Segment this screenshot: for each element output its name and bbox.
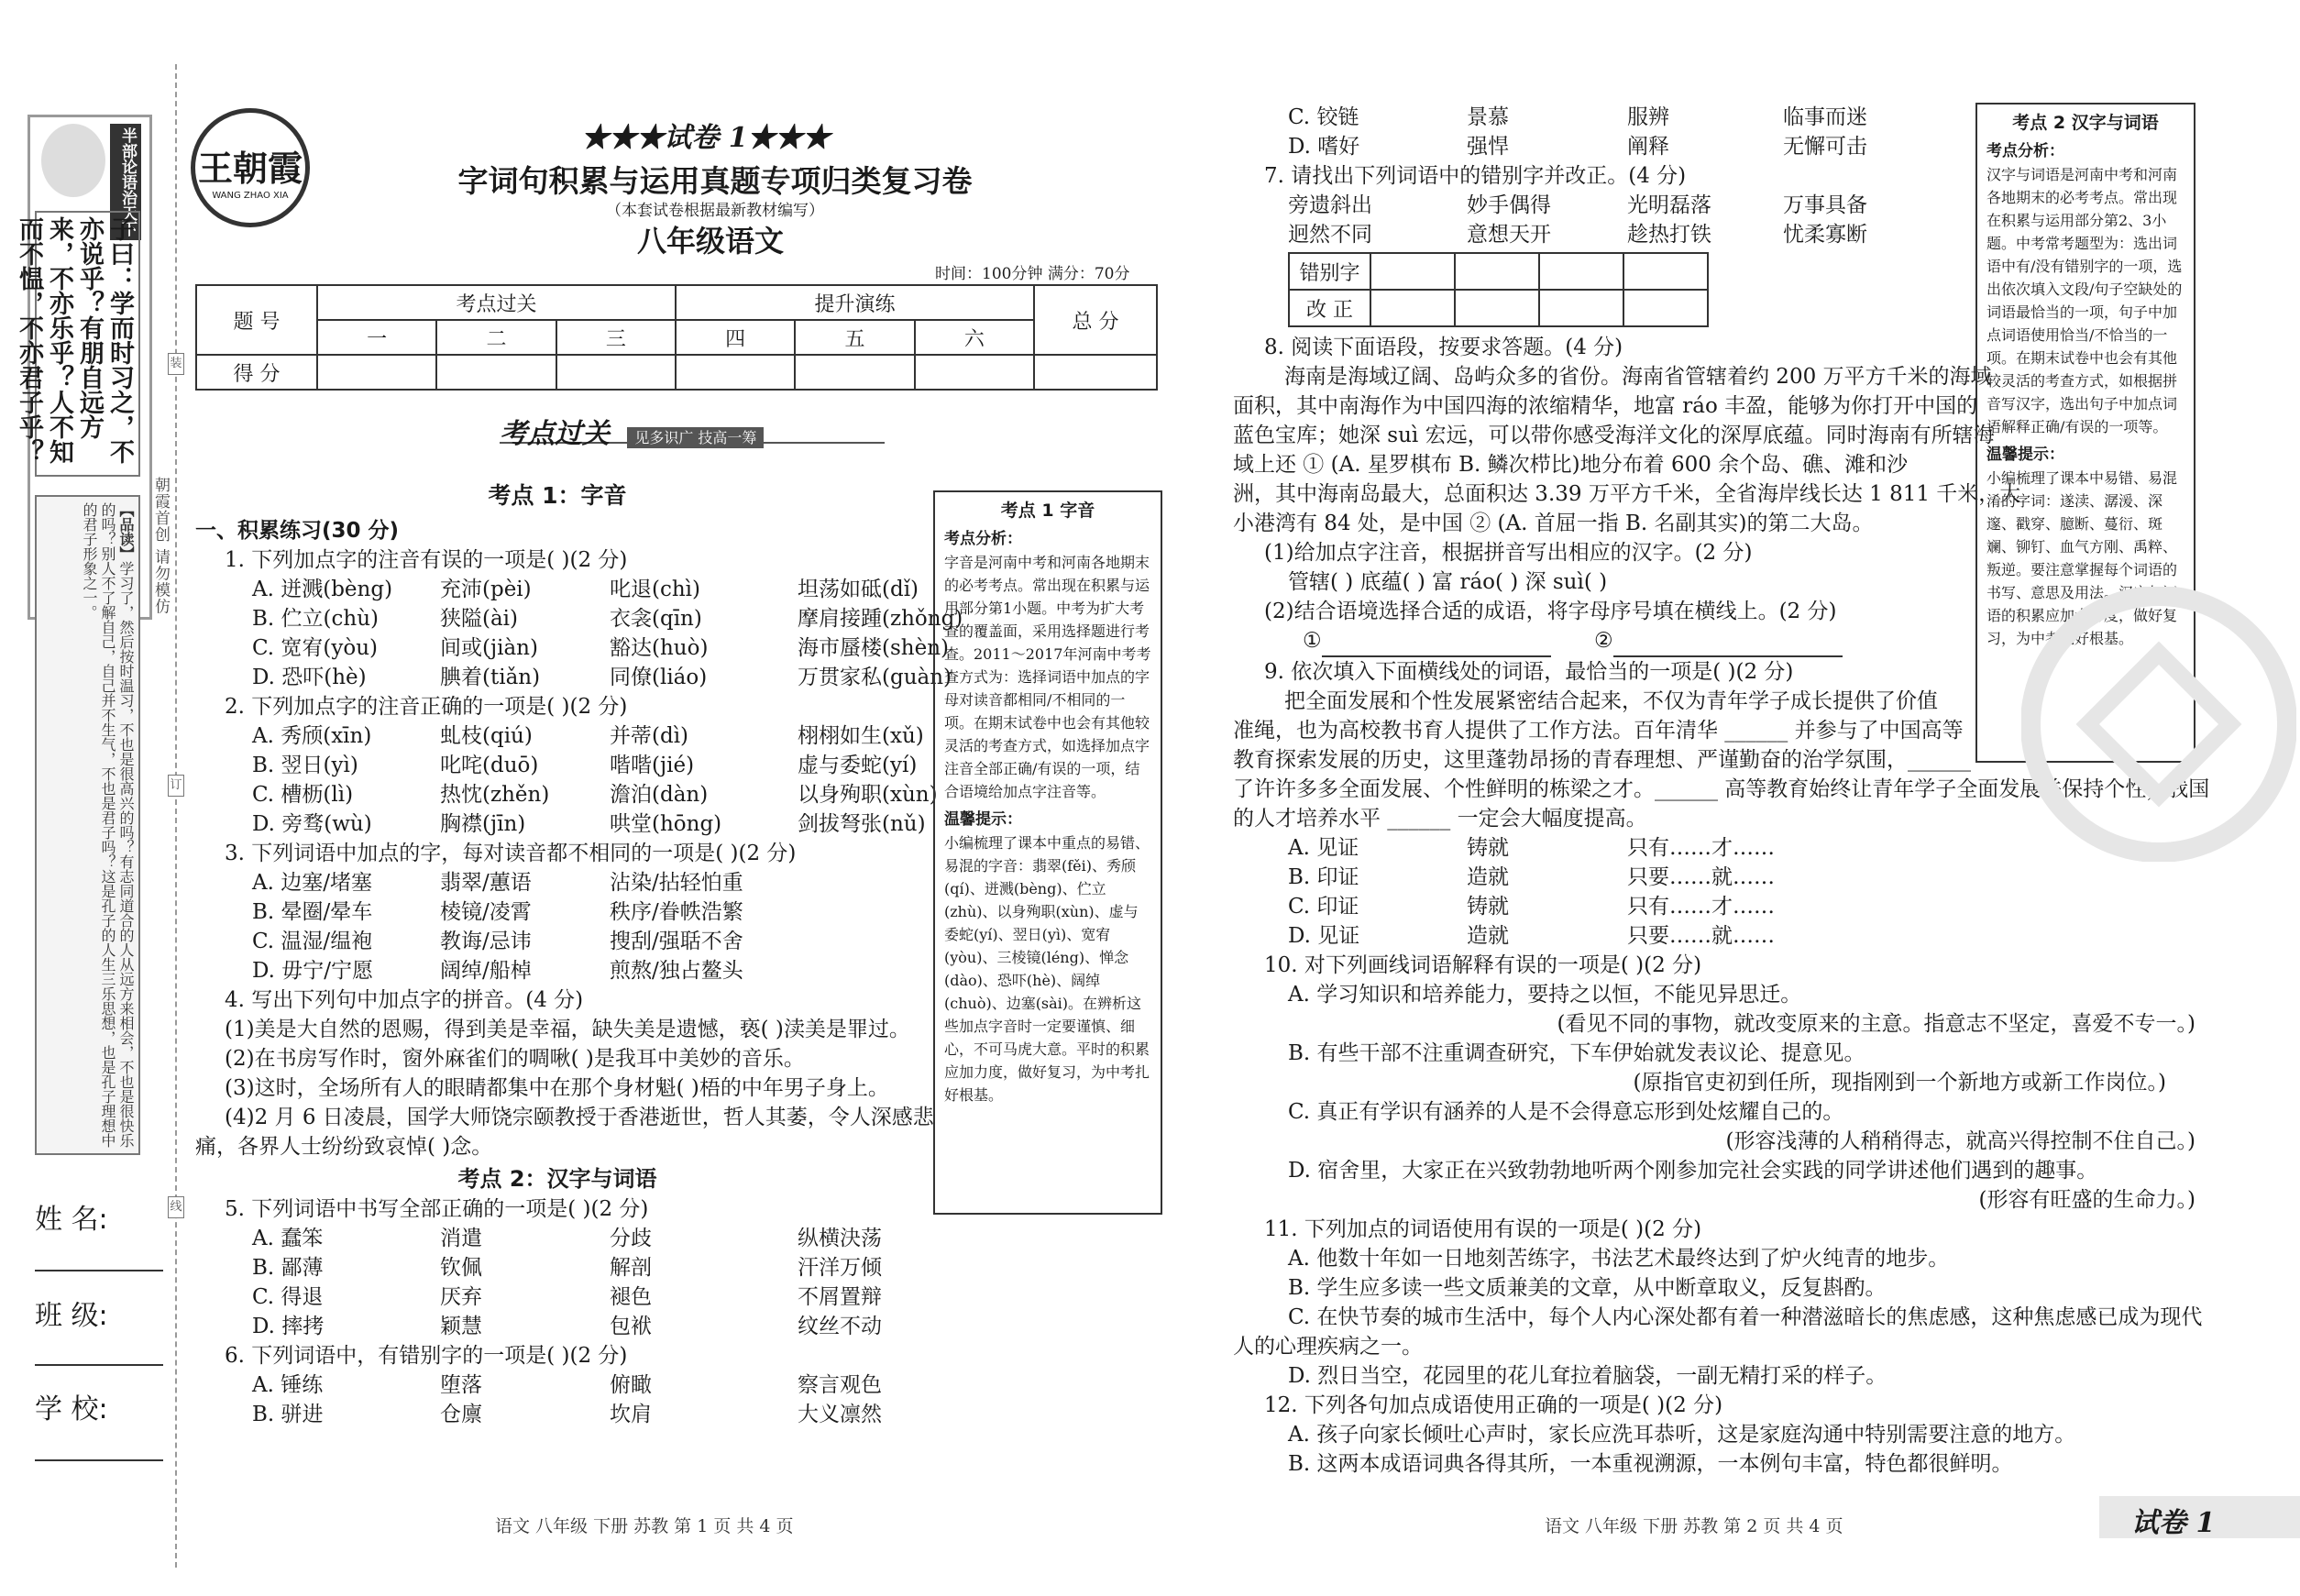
option[interactable]: B. 晕圈/晕车 [252,900,373,924]
option: 汗洋万倾 [798,1256,882,1280]
option-row [252,575,919,604]
option-row [1288,132,1966,161]
option-row [252,1253,919,1282]
score-col: 二 [436,320,556,355]
score-cell[interactable] [317,355,436,390]
option: 铸就 [1467,895,1509,919]
option: 铸就 [1467,836,1509,860]
option[interactable]: B. 骈进 [252,1403,324,1426]
option: 服辨 [1627,105,1669,129]
score-total: 总 分 [1034,285,1157,355]
option[interactable]: B. 翌日(yì) [252,754,358,777]
option: 纹丝不动 [798,1315,882,1338]
word: 万事具备 [1783,193,1867,217]
option-row [252,927,919,956]
option[interactable]: C. 印证 [1288,895,1359,919]
time-score-info: 时间：100分钟 满分：70分 [935,265,1130,283]
option: 纵横決荡 [798,1227,882,1250]
q10-explanation: (看见不同的事物，就改变原来的主意。指意志不坚定，喜爱不专一。) [1557,1012,2195,1036]
option: 景慕 [1467,105,1509,129]
q8-sub1-answers[interactable]: 管辖( ) 底蕴( ) 富 ráo( ) 深 suì( ) [1288,570,1608,594]
option: 同僚(liáo) [610,666,708,689]
option-row [252,1312,919,1341]
sidebox-text: 小编梳理了课本中易错、易混淆的字词：遂渎、潺湲、深邃、戳穿、臆断、蔓衍、斑斓、铆钉、血气方刚、禹粹、叛逆。要注意掌握每个词语的书写、意思及用法。汉字与词语的积累应加大力度，做好复习，为中考扎好根基。 [1986,469,2178,647]
option-row [1288,892,2195,921]
option: 胸襟(jīn) [440,812,526,836]
option: 腆着(tiǎn) [440,666,541,689]
option: 秩序/眷帙浩繁 [610,900,743,924]
banner-sub: 见多识广 技高一筹 [627,427,764,448]
typo-correction-table [1288,252,1709,327]
option: 阐释 [1627,135,1669,159]
correction-label: 改 正 [1289,290,1370,326]
logo-text: 王朝霞 [197,148,303,189]
passage-line: 面积，其中南海作为中国四海的浓缩精华，地富 ráo 丰盈，能够为你打开中国的 [1233,394,1978,418]
option-row [252,663,952,692]
option: 并蒂(dì) [610,724,689,748]
option[interactable]: A. 见证 [1288,836,1359,860]
score-col: 五 [795,320,914,355]
answer-cell[interactable] [1623,290,1708,326]
page2-top [1233,103,1966,249]
option: 棱镜/凌霄 [440,900,532,924]
passage-line: 蓝色宝库；她深 suì 宏远，可以带你感受海洋文化的深厚底蕴。同时海南有所辖海 [1233,424,1995,447]
option: 颖慧 [440,1315,482,1338]
option: 栩栩如生(xǔ) [798,724,924,748]
option: 喈喈(jié) [610,754,695,777]
page1-footer: 语文 八年级 下册 苏教 第 1 页 共 4 页 [495,1516,794,1536]
blank-label: ② [1593,629,1613,653]
option-row [252,1282,919,1312]
school-label: 学 校: [35,1393,108,1425]
answer-cell[interactable] [1539,253,1623,290]
answer-cell[interactable] [1370,253,1455,290]
question-3: 3. 下列词语中加点的字，每对读音都不相同的一项是( )(2 分) [225,842,797,865]
sidebox-title: 考点 1 字音 [1000,501,1095,521]
answer-blank[interactable] [1322,626,1551,657]
q11-option-cont: 人的心理疾病之一。 [1233,1335,1423,1359]
option: 仓廪 [440,1403,482,1426]
q8-sub1: (1)给加点字注音，根据拼音写出相应的汉字。(2 分) [1264,541,1753,565]
answer-blank[interactable] [1613,626,1843,657]
option: 分歧 [610,1227,652,1250]
score-col-label: 题 号 [196,285,317,355]
option: 以身殉职(xùn) [798,783,938,807]
question-10: 10. 对下列画线词语解释有误的一项是( )(2 分) [1264,953,1702,977]
option[interactable]: C. 铰链 [1288,105,1359,129]
q4-item: (2)在书房写作时，窗外麻雀们的啁啾( )是我耳中美妙的音乐。 [225,1047,805,1071]
option: 察言观色 [798,1373,882,1397]
school-field[interactable] [35,1459,163,1461]
score-cell[interactable] [556,355,676,390]
strip-brand: 半部论语治天下 [110,124,141,240]
word: 意想天开 [1467,223,1551,247]
part-title: 一、积累练习(30 分) [195,519,400,543]
question-12: 12. 下列各句加点成语使用正确的一项是( )(2 分) [1264,1393,1723,1417]
word: 妙手偶得 [1467,193,1551,217]
q2-options [195,721,938,839]
option[interactable]: D. 毋宁/宁愿 [252,959,373,983]
answer-cell[interactable] [1623,253,1708,290]
word: 光明磊落 [1627,193,1711,217]
option-row [1288,921,2195,951]
option[interactable]: B. 鄙薄 [252,1256,324,1280]
side-box-pronunciation [933,490,1162,1215]
binding-mark: 订 [168,775,184,797]
question-9: 9. 依次填入下面横线处的词语，最恰当的一项是( )(2 分) [1264,660,1794,684]
section-title: 考点 2：汉字与词语 [457,1166,657,1192]
word: 迥然不同 [1288,223,1372,247]
q4-item: (3)这时，全场所有人的眼睛都集中在那个身材魁( )梧的中年男子身上。 [225,1076,889,1100]
option: 间或(jiàn) [440,636,538,660]
option-row [1288,863,2195,892]
q4-item: 痛，各界人士纷纷致哀悼( )念。 [195,1135,493,1159]
answer-cell[interactable] [1455,290,1539,326]
option[interactable]: C. 槽枥(lì) [252,783,354,807]
option[interactable]: D. 见证 [1288,924,1360,948]
score-col: 一 [317,320,436,355]
blank-label: ① [1303,629,1322,653]
sidebox-text: 字音是河南中考和河南各地期末的必考考点。常出现在积累与运用部分第1小题。中考为扩大考查的覆盖面，采用选择题进行考查。2011～2017年河南中考考查方式为：选择词语中加点的字母对读音都相同/不相同的一项。在期末试卷中也会有其他较灵活的考查方式，如选择加点字注音全部正确/有误的一项，结合语境给加点字注音等。 [944,554,1151,800]
exam-title: 字词句积累与运用真题专项归类复习卷 [457,163,973,199]
option: 哄堂(hōng) [610,812,722,836]
passage-line: 洲，其中海南岛最大，总面积达 3.39 万平方千米，全省海岸线长达 1 811 千米，大 [1233,482,2021,506]
option: 包袱 [610,1315,652,1338]
name-field[interactable] [35,1270,163,1271]
score-cell[interactable] [795,355,914,390]
option: 堕落 [440,1373,482,1397]
strip-note [35,495,140,1155]
option[interactable]: A. 边塞/堵塞 [252,871,372,895]
option: 虚与委蛇(yí) [798,754,918,777]
q10-option[interactable]: A. 学习知识和培养能力，要持之以恒，不能见异思迁。 [1288,983,1802,1007]
word-row [1288,191,1966,220]
option: 坎肩 [610,1403,652,1426]
q11-option[interactable]: A. 他数十年如一日地刻苦练字，书法艺术最终达到了炉火纯青的地步。 [1288,1247,1950,1271]
brand-logo [191,108,310,227]
option: 无懈可击 [1783,135,1867,159]
passage-line: 海南是海域辽阔、岛屿众多的省份。海南省管辖着约 200 万平方千米的海域 [1284,365,1992,389]
question-2: 2. 下列加点字的注音正确的一项是( )(2 分) [225,695,628,719]
option[interactable]: B. 印证 [1288,865,1359,889]
page2-footer: 语文 八年级 下册 苏教 第 2 页 共 4 页 [1545,1516,1843,1536]
q6-options [195,1370,919,1429]
option-row [252,751,919,780]
score-row-label: 得 分 [196,355,317,390]
option: 消遣 [440,1227,482,1250]
option[interactable]: B. 伫立(chù) [252,607,379,631]
option: 临事而迷 [1783,105,1867,129]
option: 海市蜃楼(shèn) [798,636,949,660]
footer-tag: 试卷 1 [2131,1507,2216,1539]
option: 造就 [1467,865,1509,889]
word: 趁热打铁 [1627,223,1711,247]
class-field[interactable] [35,1364,163,1366]
passage-line: 域上还 ① (A. 星罗棋布 B. 鳞次栉比)地分布着 600 余个岛、礁、滩和沙 [1233,453,1909,477]
answer-cell[interactable] [1370,290,1455,326]
passage-line: 把全面发展和个性发展紧密结合起来，不仅为青年学子成长提供了价值 [1284,689,1938,713]
q11-option[interactable]: D. 烈日当空，花园里的花儿耷拉着脑袋，一副无精打采的样子。 [1288,1364,1887,1388]
option: 叱退(chì) [610,578,700,601]
name-label: 姓 名: [35,1204,108,1236]
question-1: 1. 下列加点字的注音有误的一项是( )(2 分) [225,548,628,572]
sidebox-heading: 温馨提示： [944,810,1022,829]
sidebox-heading: 考点分析： [944,530,1022,548]
passage-line: 教育探索发展的历史，这里蓬勃昂扬的青春理想、严谨勤奋的治学氛围，______ [1233,748,1971,772]
option: 只要……就…… [1627,865,1775,889]
q5-options [195,1224,919,1341]
question-8: 8. 阅读下面语段，按要求答题。(4 分) [1264,336,1623,359]
option: 翡翠/蕙语 [440,871,532,895]
q4-item: (1)美是大自然的恩赐，得到美是幸福，缺失美是遗憾，亵( )渎美是罪过。 [225,1018,910,1041]
grade-title: 八年级语文 [636,224,784,259]
option: 教诲/忌讳 [440,930,532,953]
option: 豁达(huò) [610,636,709,660]
option-row [252,1224,919,1253]
option-row [252,721,924,751]
option-row [252,1370,919,1400]
q10-option[interactable]: D. 宿舍里，大家正在兴致勃勃地听两个刚参加完社会实践的同学讲述他们遇到的趣事。 [1288,1159,2098,1183]
option: 大义凛然 [798,1403,882,1426]
q12-option[interactable]: A. 孩子向家长倾吐心声时，家长应洗耳恭听，这是家庭沟通中特别需要注意的地方。 [1288,1423,2076,1447]
option[interactable]: D. 旁骛(wù) [252,812,372,836]
option: 钦佩 [440,1256,482,1280]
passage-line: 的人才培养水平 ______ 一定会大幅度提高。 [1233,807,1647,831]
q8-passage [1233,362,2021,538]
option[interactable]: C. 得退 [252,1285,324,1309]
option-row [252,633,949,663]
q10-option[interactable]: C. 真正有学识有涵养的人是不会得意忘形到处炫耀自己的。 [1288,1100,1844,1124]
option-row [252,604,963,633]
exam-tag: ★★★试卷 1★★★ [581,122,831,154]
vertical-motto: 朝霞首创 请勿模仿 [151,477,170,615]
q10-option[interactable]: B. 有些干部不注重调查研究，下车伊始就发表议论、提意见。 [1288,1041,1865,1065]
confucius-portrait [41,124,105,197]
option: 澹泊(dàn) [610,783,709,807]
sidebox-heading: 温馨提示： [1986,446,2064,464]
q6-options-cont [1233,103,1966,161]
option: 热忱(zhěn) [440,783,550,807]
typo-label: 错别字 [1289,253,1370,290]
answer-cell[interactable] [1539,290,1623,326]
option-row [1288,103,1966,132]
sidebox-title: 考点 2 汉字与词语 [2012,113,2159,133]
option: 造就 [1467,924,1509,948]
option-row [252,897,919,927]
option-row [252,1400,919,1429]
option[interactable]: C. 温湿/缊袍 [252,930,373,953]
page1-questions [195,481,963,1429]
binding-cut-line [175,64,177,1568]
option: 沾染/拈轻怕重 [610,871,743,895]
option-row [252,809,926,839]
score-cell[interactable] [1034,355,1157,390]
option: 虬枝(qiú) [440,724,533,748]
logo-sub: WANG ZHAO XIA [212,191,289,201]
option: 充沛(pèi) [440,578,532,601]
option: 厌弃 [440,1285,482,1309]
binding-mark: 线 [168,1196,184,1218]
option: 不屑置辩 [798,1285,882,1309]
q10-explanation: (形容浅薄的人稍稍得志，就高兴得控制不住自己。) [1725,1129,2195,1153]
score-table [195,284,1158,391]
q8-sub2: (2)结合语境选择合适的成语，将字母序号填在横线上。(2 分) [1264,600,1837,623]
option: 叱咤(duō) [440,754,539,777]
option[interactable]: C. 宽宥(yòu) [252,636,379,660]
score-group1: 考点过关 [317,285,676,320]
question-4: 4. 写出下列句中加点字的拼音。(4 分) [225,988,584,1012]
strip-note-title: 【品读】 [117,502,135,561]
option: 坦荡如砥(dǐ) [798,578,919,601]
option: 衣衾(qīn) [610,607,702,631]
option: 狭隘(ài) [440,607,519,631]
option: 只有……才…… [1627,836,1775,860]
option-row [252,780,938,809]
q12-option[interactable]: B. 这两本成语词典各得其所，一本重视溯源，一本例句丰富，特色都很鲜明。 [1288,1452,2013,1476]
score-cell[interactable] [915,355,1034,390]
option-row [252,956,919,985]
sidebox-text: 小编梳理了课本中重点的易错、易混的字音：翡翠(fěi)、秀颀(qí)、迸溅(bèng)、伫立(zhù)、以身殉职(xùn)、虚与委蛇(yí)、翌日(yì)、宽宥(yòu)、三棱镜(léng)、惮念(dào)、恐吓(hè)、阔绰(chuò)、边塞(sài)。在辨析这些加点字音时一定要谨慎、细心，不可马虎大意。平时的积累应加力度，做好复习，为中考扎好根基。 [944,834,1150,1104]
option: 剑拔弩张(nǔ) [798,812,926,836]
option: 解剖 [610,1256,652,1280]
option-row [252,868,919,897]
q7-words [1233,191,1966,249]
option: 万贯家私(guàn) [798,666,952,689]
option[interactable]: D. 恐吓(hè) [252,666,367,689]
score-col: 四 [676,320,795,355]
section-banner [500,411,885,450]
score-cell[interactable] [436,355,556,390]
strip-note-text: 学习了，然后按时温习，不也是很高兴的吗？有志同道合的人从远方来相会，不也是很快乐的吗？别人不了解自己，自己并不生气，不也是君子吗？这是孔子的人生三乐思想，也是孔子理想中的君子形象之一。 [81,502,135,1148]
q1-options [195,575,963,692]
option: 强悍 [1467,135,1509,159]
answer-cell[interactable] [1455,253,1539,290]
strip-quote: 子曰：学而时习之，不亦说乎？有朋自远方来，不亦乐乎？人不知而不愠，不亦君子乎？ [35,211,140,477]
class-label: 班 级: [35,1300,108,1332]
passage-line: 小港湾有 84 处，是中国 ② (A. 首屈一指 B. 名副其实)的第二大岛。 [1233,512,1874,535]
score-col: 三 [556,320,676,355]
q3-options [195,868,919,985]
score-col: 六 [915,320,1034,355]
option: 只要……就…… [1627,924,1775,948]
question-6: 6. 下列词语中，有错别字的一项是( )(2 分) [225,1344,628,1368]
passage-line: 准绳，也为高校教书育人提供了工作方法。百年清华 ______ 并参与了中国高等 [1233,719,1964,743]
watermark-emblem-icon [2021,587,2296,862]
question-7: 7. 请找出下列词语中的错别字并改正。(4 分) [1264,164,1687,188]
word: 忧柔寡断 [1783,223,1867,247]
q10-explanation: (形容有旺盛的生命力。) [1978,1188,2195,1212]
score-group2: 提升演练 [676,285,1034,320]
option: 褪色 [610,1285,652,1309]
option[interactable]: A. 迸溅(bèng) [252,578,393,601]
q10-explanation: (原指官吏初到任所，现指刚到一个新地方或新工作岗位。) [1633,1071,2166,1095]
option: 搜刮/强聒不舍 [610,930,743,953]
option: 俯瞰 [610,1373,652,1397]
option[interactable]: A. 锤练 [252,1373,324,1397]
binding-mark: 装 [168,353,184,375]
sidebox-text: 汉字与词语是河南中考和河南各地期末的必考考点。常出现在积累与运用部分第2、3小题。中考常考题型为：选出词语中有/没有错别字的一项，选出依次填入文段/句子空缺处的词语最恰当的一项，句子中加点词语使用恰当/不恰当的一项。在期末试卷中也会有其他较灵活的考查方式，如根据拼音写汉字，选出句子中加点词语解释正确/有误的一项等。 [1986,166,2183,435]
q4-item: (4)2 月 6 日凌晨，国学大师饶宗颐教授于香港逝世，哲人其萎，令人深感悲 [225,1106,934,1129]
option: 只有……才…… [1627,895,1775,919]
word: 旁遗斜出 [1288,193,1372,217]
q11-option[interactable]: B. 学生应多读一些文质兼美的文章，从中断章取义，反复斟酌。 [1288,1276,1887,1300]
option[interactable]: D. 嗜好 [1288,135,1360,159]
option: 煎熬/独占鳌头 [610,959,743,983]
score-cell[interactable] [676,355,795,390]
sidebox-heading: 考点分析： [1986,142,2064,160]
question-5: 5. 下列词语中书写全部正确的一项是( )(2 分) [225,1197,649,1221]
q11-option[interactable]: C. 在快节奏的城市生活中，每个人内心深处都有着一种潜滋暗长的焦虑感，这种焦虑感已成为现代 [1288,1305,2203,1329]
banner-title: 考点过关 [500,418,610,450]
exam-note: （本套试卷根据最新教材编写） [606,202,824,220]
option[interactable]: A. 蠢笨 [252,1227,324,1250]
section-title: 考点 1：字音 [488,482,627,509]
option: 摩肩接踵(zhǒng) [798,607,963,631]
word-row [1288,220,1966,249]
option[interactable]: A. 秀颀(xīn) [252,724,372,748]
option: 阔绰/船棹 [440,959,532,983]
question-11: 11. 下列加点的词语使用有误的一项是( )(2 分) [1264,1217,1702,1241]
passage-line: 了许许多多全面发展、个性鲜明的栋梁之才。______ 高等教育始终让青年学子全面发展并保持个性，我国 [1233,777,2210,801]
option[interactable]: D. 摔拷 [252,1315,325,1338]
